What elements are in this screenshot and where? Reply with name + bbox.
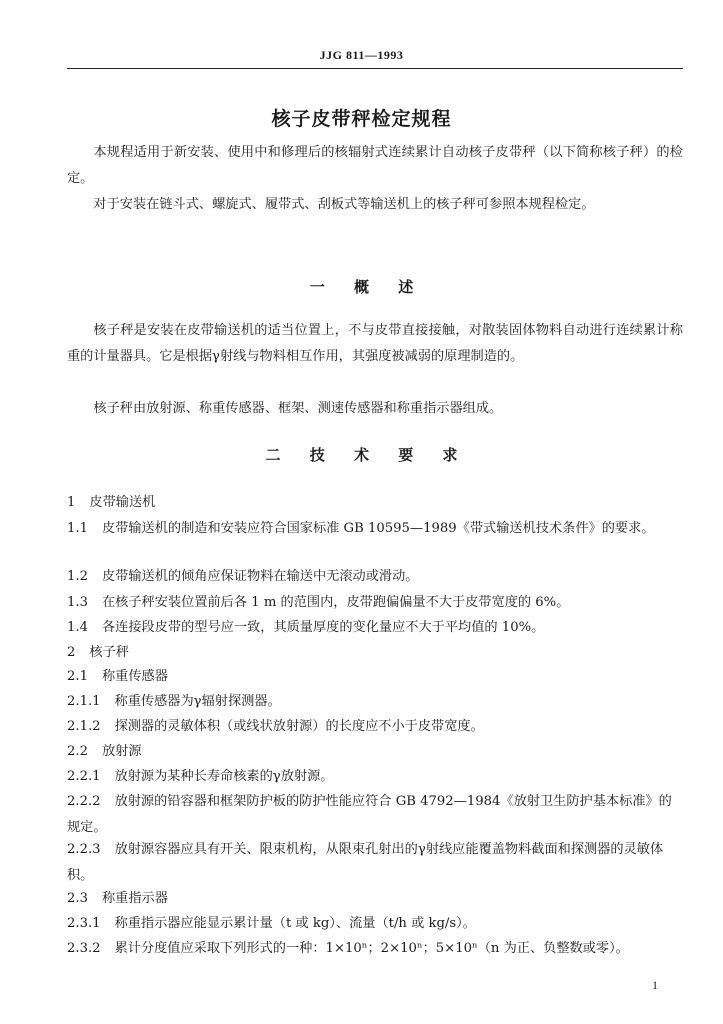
clause-item	[67, 564, 683, 590]
clause-text: 放射源	[101, 744, 142, 759]
clause-item	[67, 664, 683, 690]
clause-number: 2.2.1	[67, 769, 101, 784]
clause-number: 1	[67, 495, 76, 510]
clause-text: 称重指示器应能显示累计量（t 或 kg）、流量（t/h 或 kg/s）。	[114, 916, 476, 931]
section-heading-overview: 一 概 述	[309, 278, 414, 296]
clause-item	[67, 590, 683, 616]
clause-item	[67, 516, 683, 542]
section-heading-technical-requirements: 二 技 术 要 求	[265, 446, 458, 464]
clause-number: 2.2	[67, 744, 88, 759]
clause-number: 2.3	[67, 891, 88, 906]
overview-paragraph-2: 核子秤由放射源、称重传感器、框架、测速传感器和称重指示器组成。	[93, 401, 503, 416]
clause-number: 2.1	[67, 669, 88, 684]
clause-item	[67, 714, 683, 740]
clause-text: 皮带输送机	[89, 495, 156, 510]
page-number: 1	[652, 978, 658, 992]
clause-text: 放射源为某种长寿命核素的γ放射源。	[114, 769, 334, 784]
clause-item	[67, 837, 683, 889]
clause-number: 1.4	[67, 620, 88, 635]
clause-number: 2.3.2	[67, 941, 101, 956]
clause-number: 1.2	[67, 569, 88, 584]
clause-text: 核子秤	[89, 645, 129, 660]
clause-text: 称重传感器为γ辐射探测器。	[114, 694, 281, 709]
header-rule	[67, 68, 683, 69]
clause-item	[67, 789, 683, 841]
clause-item	[67, 640, 683, 666]
clause-text: 各连接段皮带的型号应一致，其质量厚度的变化量应不大于平均值的 10%。	[101, 620, 545, 635]
clause-item	[67, 764, 683, 790]
clause-text: 在核子秤安装位置前后各 1 m 的范围内，皮带跑偏偏量不大于皮带宽度的 6%。	[101, 595, 570, 610]
clause-number: 2.2.3	[67, 842, 101, 857]
clause-item	[67, 886, 683, 912]
clause-number: 1.3	[67, 595, 88, 610]
clause-item	[67, 911, 683, 937]
clause-text: 放射源的铅容器和框架防护板的防护性能应符合 GB 4792—1984《放射卫生防护基本标准》的规定。	[67, 794, 672, 835]
clause-number: 2.2.2	[67, 794, 101, 809]
clause-number: 2	[67, 645, 76, 660]
clause-item	[67, 936, 683, 962]
clause-item	[67, 615, 683, 641]
clause-number: 2.1.1	[67, 694, 101, 709]
clause-item	[67, 490, 683, 516]
clause-text: 称重传感器	[101, 669, 168, 684]
clause-text: 探测器的灵敏体积（或线状放射源）的长度应不小于皮带宽度。	[114, 719, 484, 734]
overview-paragraph-1: 核子秤是安装在皮带输送机的适当位置上，不与皮带直接接触，对散装固体物料自动进行连续累计称重的计量器具。它是根据γ射线与物料相互作用，其强度被减弱的原理制造的。	[67, 323, 683, 364]
clause-number: 2.1.2	[67, 719, 101, 734]
clause-text: 累计分度值应采取下列形式的一种：1×10ⁿ；2×10ⁿ；5×10ⁿ（n 为正、负整数或零）。	[114, 941, 629, 956]
document-title: 核子皮带秤检定规程	[271, 108, 452, 130]
clause-item	[67, 689, 683, 715]
clause-item	[67, 739, 683, 765]
clause-text: 皮带输送机的制造和安装应符合国家标准 GB 10595—1989《带式输送机技术条件》的要求。	[101, 521, 655, 536]
intro-paragraph-1: 本规程适用于新安装、使用中和修理后的核辐射式连续累计自动核子皮带秤（以下简称核子秤）的检定。	[67, 145, 683, 186]
clause-number: 2.3.1	[67, 916, 101, 931]
header-standard-code: JJG 811—1993	[319, 48, 404, 62]
clause-number: 1.1	[67, 521, 88, 536]
intro-paragraph-2: 对于安装在链斗式、螺旋式、履带式、刮板式等输送机上的核子秤可参照本规程检定。	[93, 197, 595, 212]
clause-text: 称重指示器	[101, 891, 168, 906]
clause-text: 皮带输送机的倾角应保证物料在输送中无滚动或滑动。	[101, 569, 419, 584]
clause-text: 放射源容器应具有开关、限束机构，从限束孔射出的γ射线应能覆盖物料截面和探测器的灵敏体积。	[67, 842, 664, 883]
